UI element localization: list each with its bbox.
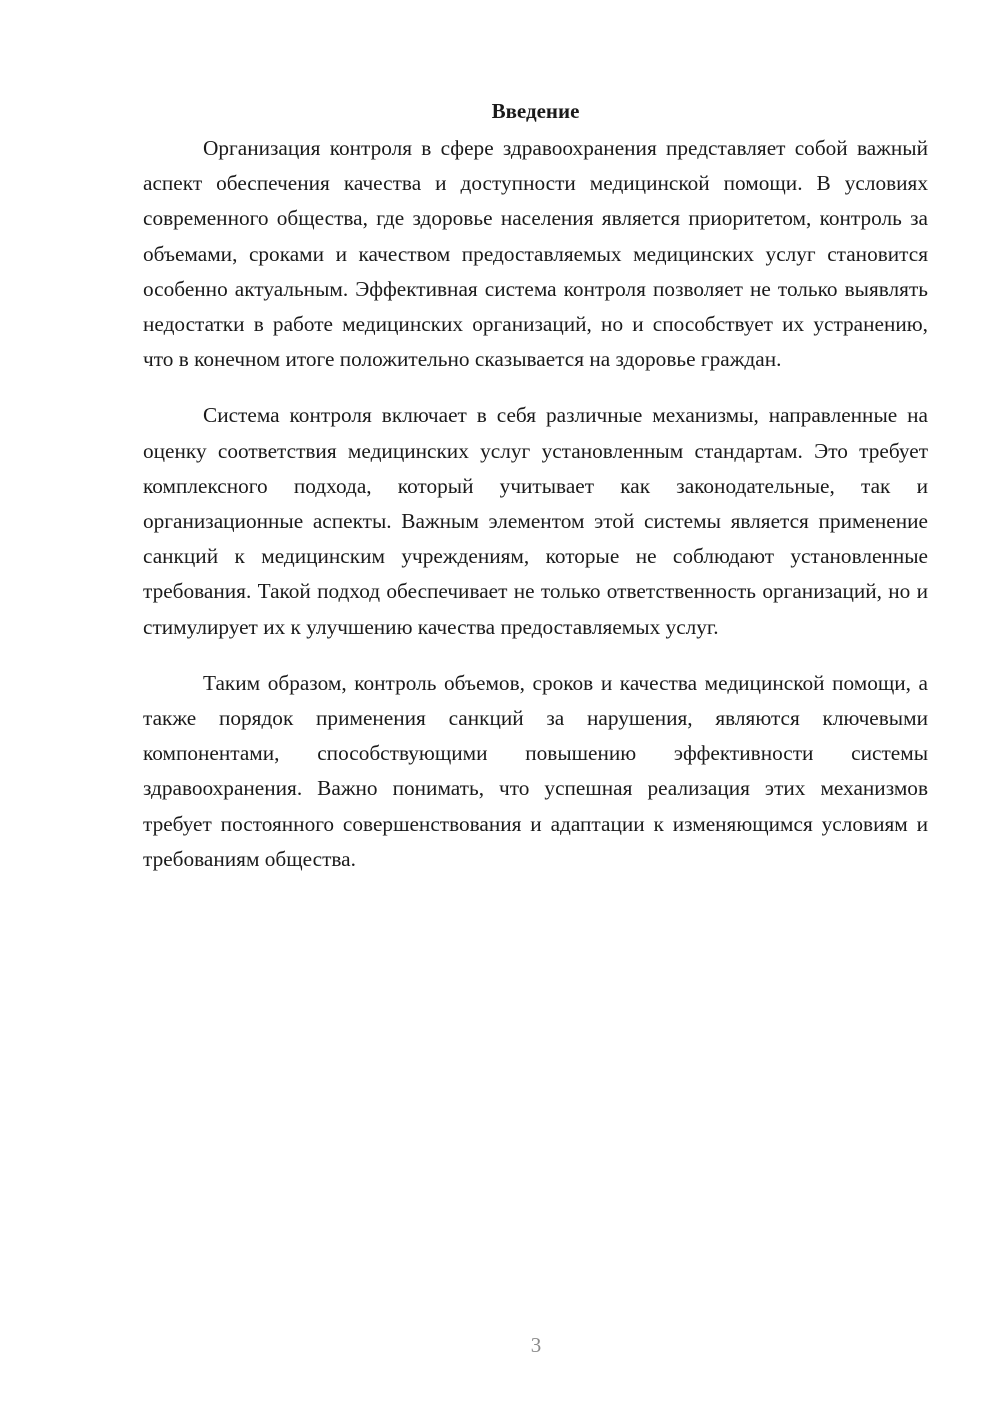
paragraph-1: Организация контроля в сфере здравоохранения представляет собой важный аспект обеспечения качества и доступности медицинской помощи. В условиях современного общества, где здоровье населения является приоритетом, контроль за объемами, сроками и качеством предоставляемых медицинских услуг становится особенно актуальным. Эффективная система контроля позволяет не только выявлять недостатки в работе медицинских организаций, но и способствует их устранению, что в конечном итоге положительно сказывается на здоровье граждан. — [143, 136, 928, 372]
page-number: 3 — [530, 1333, 542, 1357]
paragraph-3: Таким образом, контроль объемов, сроков и качества медицинской помощи, а также порядок применения санкций за нарушения, являются ключевыми компонентами, способствующими повышению эффективности системы здравоохранения. Важно понимать, что успешная реализация этих механизмов требует постоянного совершенствования и адаптации к изменяющимся условиям и требованиям общества. — [143, 670, 928, 871]
paragraph-2: Система контроля включает в себя различные механизмы, направленные на оценку соответствия медицинских услуг установленным стандартам. Это требует комплексного подхода, который учитывает как законодательные, так и организационные аспекты. Важным элементом этой системы является применение санкций к медицинским учреждениям, которые не соблюдают установленные требования. Такой подход обеспечивает не только ответственность организаций, но и стимулирует их к улучшению качества предоставляемых услуг. — [143, 403, 928, 639]
page-content — [143, 95, 928, 897]
section-title: Введение — [491, 99, 580, 123]
